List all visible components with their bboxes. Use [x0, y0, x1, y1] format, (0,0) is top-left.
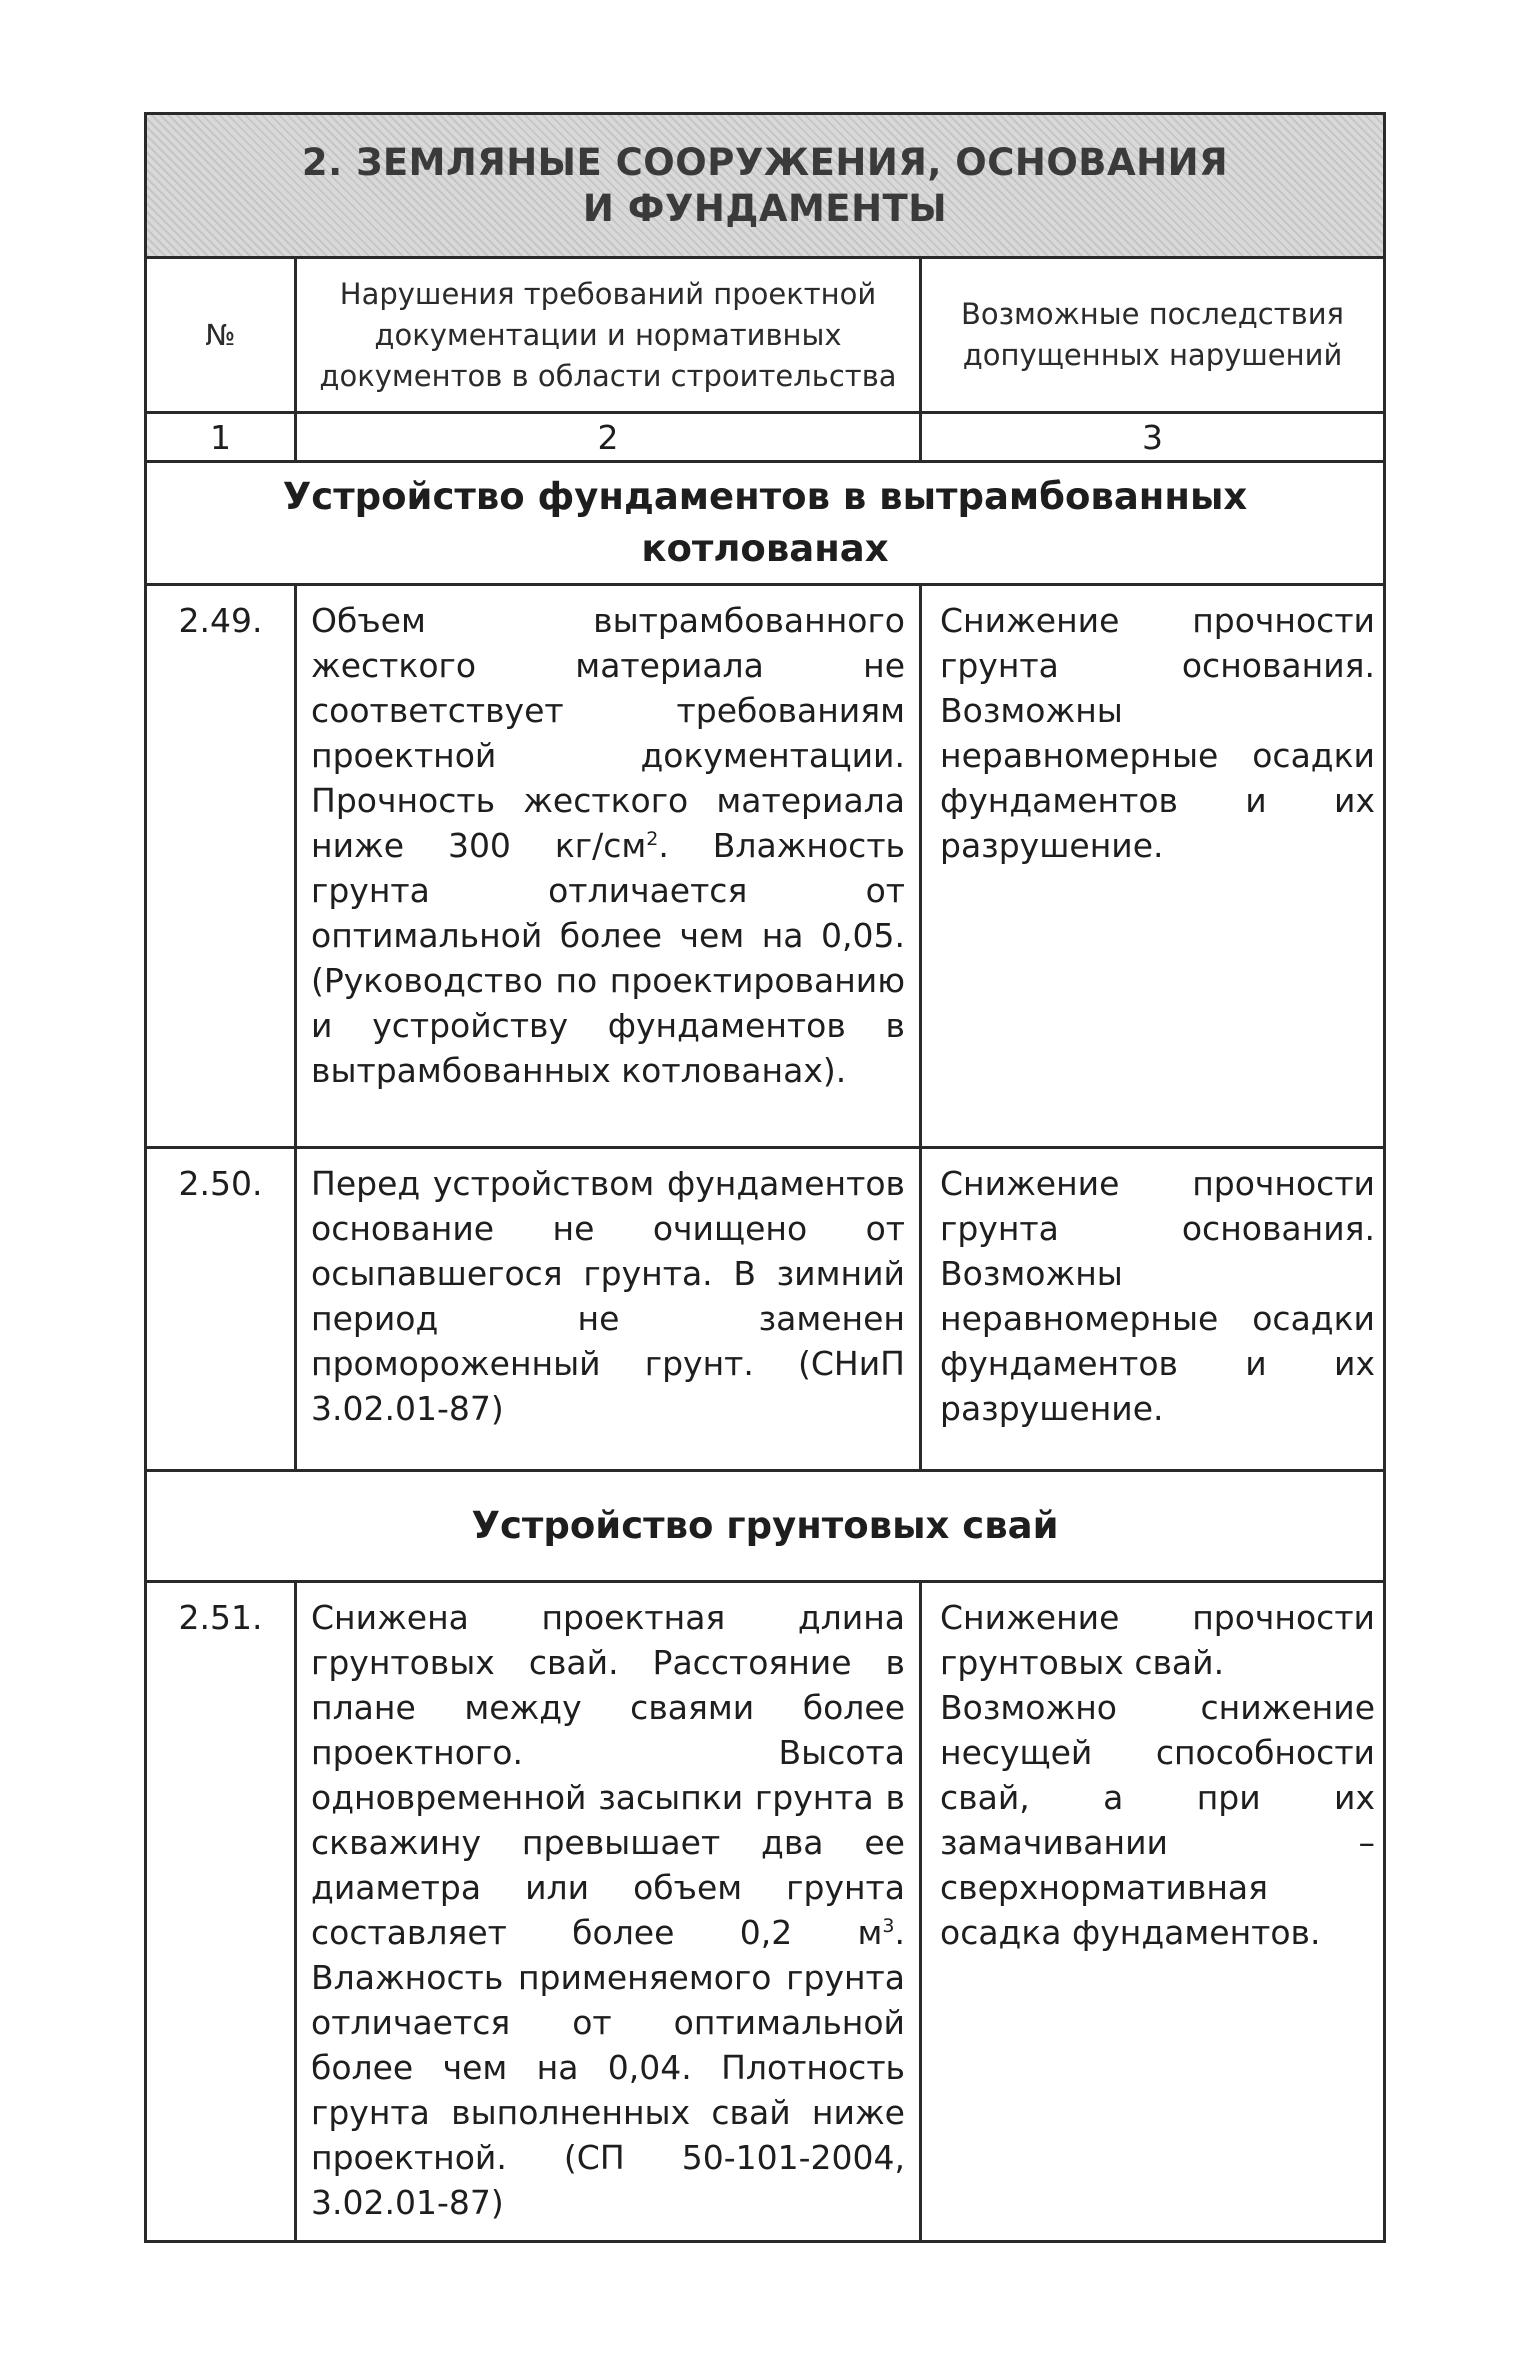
- row-violation-superscript: 3: [882, 1915, 895, 1937]
- row-violation-text-a: Снижена проектная длина грунтовых свай. Расстояние в плане между сваями более проектного. Высота одновременной засыпки грунта в скважину превышает два ее диаметра или объем грунта составляет более 0,2 м: [311, 1598, 905, 1952]
- section-title-line1: 2. ЗЕМЛЯНЫЕ СООРУЖЕНИЯ, ОСНОВАНИЯ: [301, 140, 1229, 184]
- column-number-2: 2: [597, 417, 619, 457]
- row-consequence-p2: Возможно снижение несущей способности свай, а при их замачивании – сверхнормативная осадка фундаментов.: [940, 1688, 1375, 1952]
- section-title-band: [147, 115, 1383, 259]
- row-consequence: [922, 1583, 1383, 2240]
- column-number-3: 3: [1142, 417, 1163, 457]
- row-violation-text-a: Объем вытрамбованного жесткого материала не соответствует требованиям проектной документации. Прочность жесткого материала ниже 300 кг/см: [311, 601, 905, 865]
- subsection-title-1: [147, 463, 1383, 583]
- row-consequence: Снижение прочности грунта основания. Возможны неравномерные осадки фундаментов и их разрушение.: [940, 1164, 1375, 1428]
- header-violations: Нарушения требований проектной документации и нормативных документов в области строительства: [319, 276, 897, 393]
- row-violation: [297, 586, 919, 1146]
- row-violation: Перед устройством фундаментов основание не очищено от осыпавшегося грунта. В зимний период не заменен промороженный грунт. (СНиП 3.02.01-87): [311, 1164, 905, 1428]
- row-number: 2.50.: [178, 1164, 263, 1203]
- row-violation-text-b: . Влажность грунта отличается от оптимальной более чем на 0,05. (Руководство по проектированию и устройству фундаментов в вытрамбованных котлованах).: [311, 826, 905, 1090]
- row-consequence-p1: Снижение прочности грунтовых свай.: [940, 1598, 1375, 1682]
- row-consequence: Снижение прочности грунта основания. Возможны неравномерные осадки фундаментов и их разрушение.: [940, 601, 1375, 865]
- header-number: №: [205, 317, 236, 352]
- section-title-line2: И ФУНДАМЕНТЫ: [582, 186, 948, 230]
- norms-table: [144, 112, 1386, 2243]
- subsection-title-2: Устройство грунтовых свай: [471, 1504, 1059, 1547]
- row-number: 2.51.: [178, 1598, 263, 1637]
- row-violation-text-b: . Влажность применяемого грунта отличается от оптимальной более чем на 0,04. Плотность грунта выполненных свай ниже проектной. (СП 50-101-2004, 3.02.01-87): [311, 1913, 905, 2222]
- row-number: 2.49.: [178, 601, 263, 640]
- column-number-1: 1: [210, 417, 231, 457]
- header-consequences: Возможные последствия допущенных нарушений: [960, 297, 1345, 372]
- subsection-title-1-line2: котлованах: [641, 527, 889, 570]
- subsection-title-1-line1: Устройство фундаментов в вытрамбованных: [282, 475, 1248, 518]
- row-violation-superscript: 2: [646, 828, 659, 850]
- row-violation: [297, 1583, 919, 2240]
